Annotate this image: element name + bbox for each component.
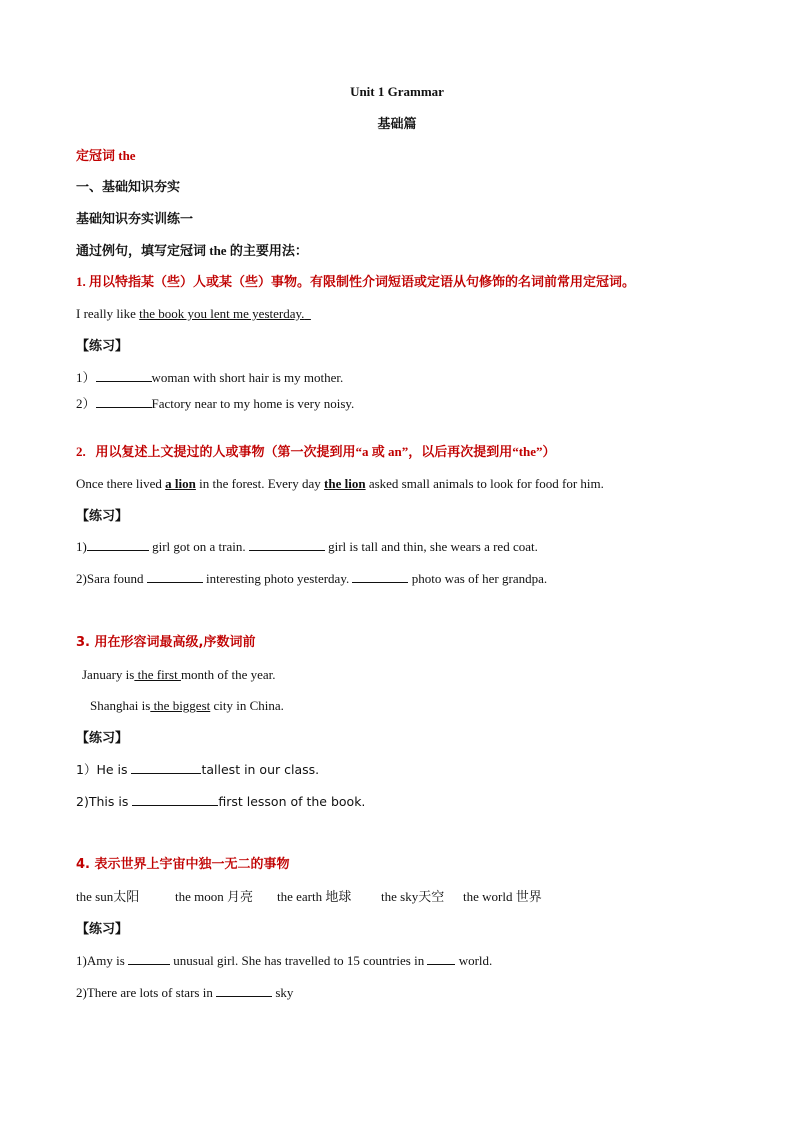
rule-2-number: 2. xyxy=(76,444,86,459)
rule-3-heading xyxy=(76,634,255,652)
exercise-text: Amy is xyxy=(86,953,129,968)
answer-blank[interactable] xyxy=(427,952,455,965)
answer-blank[interactable] xyxy=(147,570,203,583)
exercise-text: Factory near to my home is very noisy. xyxy=(151,396,355,411)
rule-3-exercise-1 xyxy=(76,761,319,779)
exercise-text: photo was of her grandpa. xyxy=(408,571,548,586)
rule-3-number: 3. xyxy=(76,635,90,650)
topic-heading: 定冠词 the xyxy=(76,148,136,163)
vocab-en: the world xyxy=(463,889,513,904)
exercise-number: 2) xyxy=(76,985,87,1000)
vocab-item xyxy=(76,888,175,906)
rule-1-heading xyxy=(76,273,635,291)
section-heading: 一、基础知识夯实 xyxy=(76,179,181,194)
rule-1-number: 1. xyxy=(76,274,86,289)
page-subtitle: 基础篇 xyxy=(377,116,417,131)
exercise-text: sky xyxy=(272,985,294,1000)
example-text: I really like xyxy=(76,306,140,321)
example-text: Shanghai is xyxy=(90,698,151,713)
exercise-text: girl is tall and thin, she wears a red coat. xyxy=(324,539,538,554)
exercise-text: There are lots of stars in xyxy=(86,985,217,1000)
exercise-text: Sara found xyxy=(86,571,147,586)
rule-4-number: 4. xyxy=(76,857,90,872)
exercise-number: 2） xyxy=(76,396,96,411)
rule-3-example-2 xyxy=(90,697,284,715)
example-underlined: the book you lent me yesterday. xyxy=(139,306,305,321)
example-text: asked small animals to look for food for him. xyxy=(365,476,604,491)
rule-3-exercise-2 xyxy=(76,793,365,811)
rule-4-heading xyxy=(76,856,290,874)
answer-blank[interactable] xyxy=(216,984,272,997)
rule-4-exercise-2 xyxy=(76,984,293,1002)
exercise-number: 1) xyxy=(76,539,87,554)
vocab-item xyxy=(175,888,277,906)
exercise-number: 2) xyxy=(76,794,89,809)
practice-label-1: 【练习】 xyxy=(76,338,129,353)
practice-label-3: 【练习】 xyxy=(76,730,129,745)
rule-1-text: 用以特指某（些）人或某（些）事物。有限制性介词短语或定语从句修饰的名词前常用定冠词。 xyxy=(89,274,636,289)
rule-2-exercise-2 xyxy=(76,570,547,588)
rule-1-example xyxy=(76,305,311,323)
exercise-text: unusual girl. She has travelled to 15 countries in xyxy=(170,953,428,968)
answer-blank[interactable] xyxy=(249,538,325,551)
exercise-number: 1） xyxy=(76,370,96,385)
exercise-number: 1) xyxy=(76,953,87,968)
vocab-item xyxy=(277,888,381,906)
rule-1-exercise-1 xyxy=(76,369,343,387)
answer-blank[interactable] xyxy=(96,369,152,382)
rule-2-exercise-1 xyxy=(76,538,538,556)
rule-1-exercise-2 xyxy=(76,395,354,413)
example-underlined: the first xyxy=(134,667,181,682)
vocab-en: the earth xyxy=(277,889,323,904)
vocab-en: the moon xyxy=(175,889,224,904)
vocab-zh: 太阳 xyxy=(113,889,140,904)
vocab-en: the sun xyxy=(76,889,114,904)
exercise-number: 2) xyxy=(76,571,87,586)
vocab-en: the sky xyxy=(381,889,419,904)
exercise-text: This is xyxy=(88,794,133,809)
intro-text: 通过例句，填写定冠词 the 的主要用法： xyxy=(76,243,308,258)
rule-3-example-1 xyxy=(82,666,276,684)
answer-blank[interactable] xyxy=(131,761,201,774)
example-underlined: the biggest xyxy=(150,698,211,713)
exercise-number: 1） xyxy=(76,762,97,777)
exercise-text: He is xyxy=(96,762,132,777)
rule-3-text: 用在形容词最高级,序数词前 xyxy=(94,635,256,650)
practice-label-4: 【练习】 xyxy=(76,921,129,936)
vocab-item xyxy=(463,888,542,906)
rule-2-text: 用以复述上文提过的人或事物（第一次提到用“a 或 an”，以后再次提到用“the”） xyxy=(95,444,556,459)
example-text: January is xyxy=(82,667,135,682)
vocab-zh: 地球 xyxy=(325,889,352,904)
training-heading: 基础知识夯实训练一 xyxy=(76,211,194,226)
example-text: in the forest. Every day xyxy=(195,476,325,491)
rule-4-exercise-1 xyxy=(76,952,492,970)
exercise-text: woman with short hair is my mother. xyxy=(151,370,344,385)
vocab-zh: 月亮 xyxy=(227,889,254,904)
vocab-zh: 世界 xyxy=(515,889,542,904)
exercise-text: world. xyxy=(455,953,493,968)
rule-2-heading xyxy=(76,443,556,461)
answer-blank[interactable] xyxy=(352,570,408,583)
answer-blank[interactable] xyxy=(128,952,170,965)
exercise-text: girl got on a train. xyxy=(148,539,249,554)
exercise-text: first lesson of the book. xyxy=(218,794,366,809)
exercise-text: tallest in our class. xyxy=(201,762,320,777)
vocab-zh: 天空 xyxy=(418,889,445,904)
answer-blank[interactable] xyxy=(132,793,218,806)
answer-blank[interactable] xyxy=(96,395,152,408)
rule-4-text: 表示世界上宇宙中独一无二的事物 xyxy=(94,857,290,872)
example-text: city in China. xyxy=(210,698,284,713)
example-underlined: a lion xyxy=(165,476,196,491)
example-text: month of the year. xyxy=(180,667,276,682)
rule-2-example xyxy=(76,475,604,493)
exercise-text: interesting photo yesterday. xyxy=(202,571,353,586)
page-title: Unit 1 Grammar xyxy=(350,84,444,99)
practice-label-2: 【练习】 xyxy=(76,508,129,523)
example-underlined: the lion xyxy=(324,476,366,491)
vocab-item xyxy=(381,888,463,906)
answer-blank[interactable] xyxy=(87,538,149,551)
rule-4-vocab xyxy=(76,888,542,906)
example-text: Once there lived xyxy=(76,476,166,491)
